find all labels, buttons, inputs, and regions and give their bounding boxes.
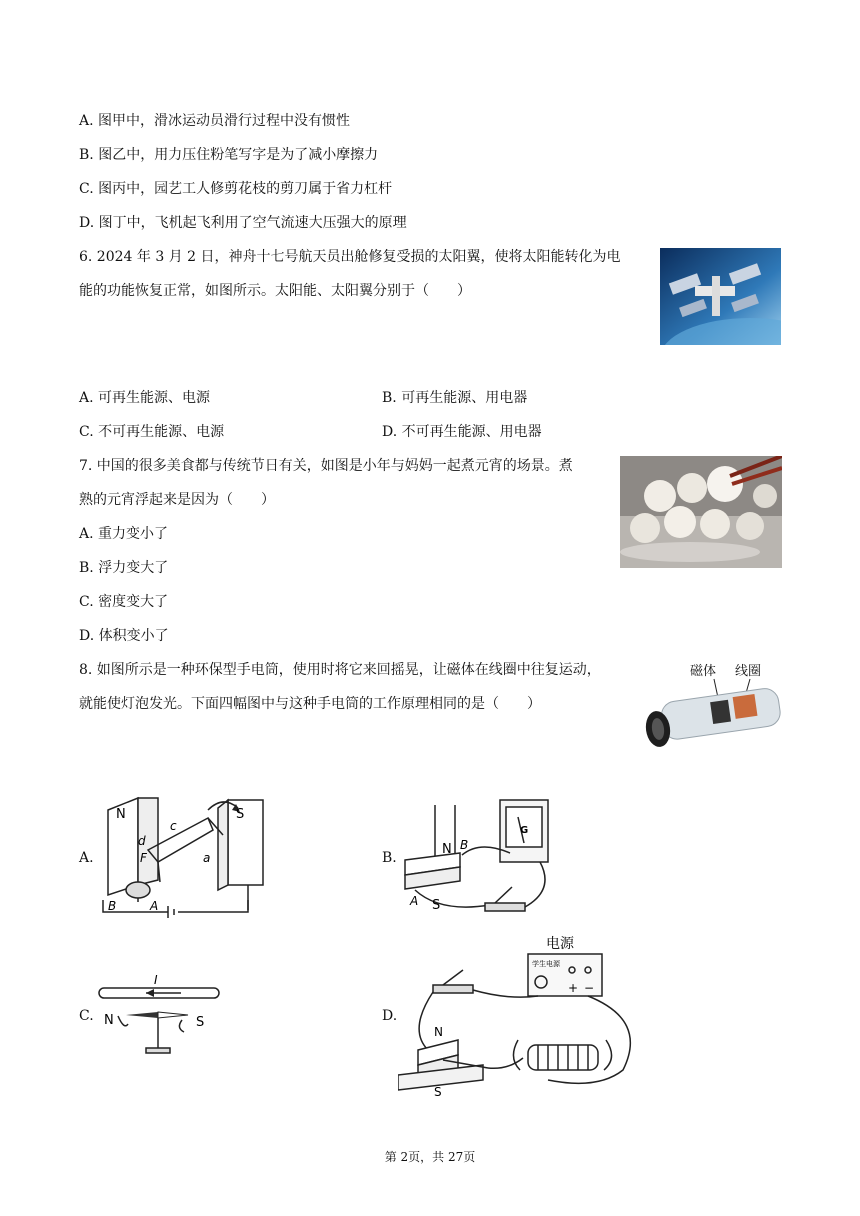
coil-label: 线圈 xyxy=(735,664,762,679)
fig-b-a: A xyxy=(410,894,419,908)
magnet-label: 磁体 xyxy=(690,664,717,679)
fig-b-s: S xyxy=(432,898,441,913)
figure-c-oersted xyxy=(96,968,226,1063)
fig-c-i: I xyxy=(154,973,158,987)
figure-a-motor xyxy=(98,790,278,922)
option-a-label: A. xyxy=(79,850,94,866)
fig-a-s: S xyxy=(236,807,245,822)
figure-b-generator xyxy=(400,795,560,920)
q5-option-a: A. 图甲中，滑冰运动员滑行过程中没有惯性 xyxy=(79,113,351,129)
figure-d-circuit xyxy=(398,930,648,1100)
fig-c-n: N xyxy=(104,1013,114,1028)
page-footer: 第 2页，共 27页 xyxy=(384,1150,476,1164)
fig-a-A: A xyxy=(150,899,159,913)
q7-option-b: B. 浮力变大了 xyxy=(79,560,169,576)
fig-c-s: S xyxy=(196,1015,205,1030)
fig-d-n: N xyxy=(434,1025,443,1039)
q6-option-a: A. 可再生能源、电源 xyxy=(79,390,211,406)
flashlight-figure xyxy=(640,655,785,757)
q6-option-b: B. 可再生能源、用电器 xyxy=(382,390,528,406)
tangyuan-photo xyxy=(620,456,782,568)
fig-d-s: S xyxy=(434,1085,442,1099)
option-b-label: B. xyxy=(382,850,397,866)
fig-a-c: c xyxy=(170,819,177,833)
fig-a-f: F xyxy=(140,851,147,865)
fig-a-b: B xyxy=(108,899,117,913)
fig-d-plus: + xyxy=(568,981,579,995)
fig-d-device-label: 学生电源 xyxy=(532,960,560,968)
fig-b-g: G xyxy=(520,825,529,836)
q7-stem-line2: 熟的元宵浮起来是因为（ ） xyxy=(79,492,275,508)
q6-stem-line1: 6. 2024 年 3 月 2 日，神舟十七号航天员出舱修复受损的太阳翼，使将太阳能转化为电 xyxy=(79,249,621,265)
q6-stem-line2: 能的功能恢复正常，如图所示。太阳能、太阳翼分别于（ ） xyxy=(79,283,471,299)
fig-d-power-label: 电源 xyxy=(546,936,574,952)
fig-a-d: d xyxy=(138,834,146,848)
fig-b-b: B xyxy=(460,838,469,852)
q7-option-a: A. 重力变小了 xyxy=(79,526,169,542)
q7-option-d: D. 体积变小了 xyxy=(79,628,169,644)
q6-option-c: C. 不可再生能源、电源 xyxy=(79,424,225,440)
fig-d-minus: − xyxy=(584,981,595,995)
q6-option-d: D. 不可再生能源、用电器 xyxy=(382,424,542,440)
option-d-label: D. xyxy=(382,1008,398,1024)
q8-stem-line2: 就能使灯泡发光。下面四幅图中与这种手电筒的工作原理相同的是（ ） xyxy=(79,696,541,712)
fig-a-a: a xyxy=(203,851,211,865)
fig-b-n: N xyxy=(442,842,452,857)
option-c-label: C. xyxy=(79,1008,94,1024)
q5-option-c: C. 图丙中，园艺工人修剪花枝的剪刀属于省力杠杆 xyxy=(79,181,393,197)
q8-stem-line1: 8. 如图所示是一种环保型手电筒，使用时将它来回摇晃，让磁体在线圈中往复运动， xyxy=(79,662,601,678)
space-station-photo xyxy=(660,248,781,345)
q7-option-c: C. 密度变大了 xyxy=(79,594,169,610)
q7-stem-line1: 7. 中国的很多美食都与传统节日有关，如图是小年与妈妈一起煮元宵的场景。煮 xyxy=(79,458,573,474)
fig-a-n: N xyxy=(116,807,126,822)
q5-option-b: B. 图乙中，用力压住粉笔写字是为了减小摩擦力 xyxy=(79,147,379,163)
q5-option-d: D. 图丁中，飞机起飞利用了空气流速大压强大的原理 xyxy=(79,215,407,231)
